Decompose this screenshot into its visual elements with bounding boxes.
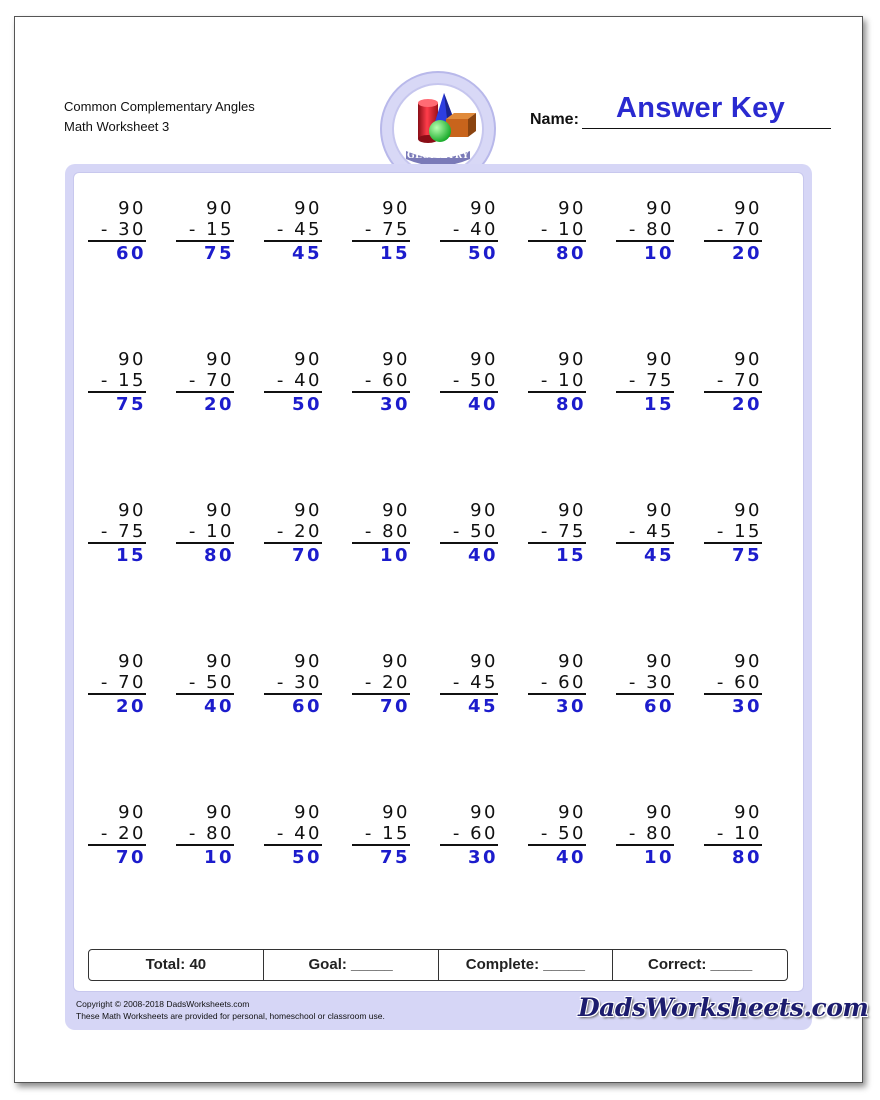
- answer: 70: [379, 696, 410, 717]
- subtrahend: - 45: [616, 521, 674, 544]
- answer: 45: [467, 696, 498, 717]
- subtraction-problem: [440, 651, 498, 719]
- answer: 40: [467, 394, 498, 415]
- subtrahend: - 10: [176, 521, 234, 544]
- subtrahend: - 15: [176, 219, 234, 242]
- subtraction-problem: [88, 198, 146, 266]
- subtraction-problem: [88, 349, 146, 417]
- answer: 80: [203, 545, 234, 566]
- subtraction-problem: [264, 349, 322, 417]
- minuend: 90: [734, 802, 762, 823]
- worksheet-title: [64, 97, 255, 137]
- answer: 30: [379, 394, 410, 415]
- answer: 15: [643, 394, 674, 415]
- subtrahend: - 60: [352, 370, 410, 393]
- subtrahend: - 70: [176, 370, 234, 393]
- subtraction-problem: [528, 198, 586, 266]
- subtraction-problem: [616, 198, 674, 266]
- minuend: 90: [646, 802, 674, 823]
- subtrahend: - 50: [440, 521, 498, 544]
- answer: 60: [643, 696, 674, 717]
- subtrahend: - 20: [264, 521, 322, 544]
- subtrahend: - 30: [264, 672, 322, 695]
- minuend: 90: [470, 500, 498, 521]
- subtrahend: - 50: [176, 672, 234, 695]
- minuend: 90: [118, 802, 146, 823]
- answer: 50: [467, 243, 498, 264]
- subtraction-problem: [616, 349, 674, 417]
- answer: 15: [555, 545, 586, 566]
- subtraction-problem: [440, 500, 498, 568]
- minuend: 90: [118, 651, 146, 672]
- score-goal: Goal: _____: [264, 950, 439, 980]
- subtraction-problem: [616, 802, 674, 870]
- answer: 50: [291, 394, 322, 415]
- subtrahend: - 80: [616, 823, 674, 846]
- minuend: 90: [734, 198, 762, 219]
- answer: 10: [643, 243, 674, 264]
- answer: 20: [731, 394, 762, 415]
- subtraction-problem: [528, 349, 586, 417]
- subtraction-problem: [352, 651, 410, 719]
- subtrahend: - 50: [528, 823, 586, 846]
- minuend: 90: [294, 198, 322, 219]
- minuend: 90: [382, 198, 410, 219]
- subtrahend: - 45: [440, 672, 498, 695]
- subtrahend: - 80: [616, 219, 674, 242]
- subtrahend: - 50: [440, 370, 498, 393]
- subtrahend: - 30: [616, 672, 674, 695]
- subtraction-problem: [176, 198, 234, 266]
- subtrahend: - 80: [352, 521, 410, 544]
- answer: 50: [291, 847, 322, 868]
- minuend: 90: [382, 651, 410, 672]
- subtrahend: - 75: [528, 521, 586, 544]
- subtraction-problem: [264, 651, 322, 719]
- subtraction-problem: [176, 802, 234, 870]
- minuend: 90: [646, 500, 674, 521]
- minuend: 90: [646, 651, 674, 672]
- answer: 75: [731, 545, 762, 566]
- minuend: 90: [558, 349, 586, 370]
- score-complete: Complete: _____: [439, 950, 614, 980]
- subtraction-problem: [704, 651, 762, 719]
- subtraction-problem: [704, 349, 762, 417]
- subtraction-problem: [528, 500, 586, 568]
- answer: 75: [203, 243, 234, 264]
- subtraction-problem: [176, 500, 234, 568]
- subtraction-problem: [352, 500, 410, 568]
- subtraction-problem: [264, 198, 322, 266]
- answer: 80: [731, 847, 762, 868]
- subtrahend: - 60: [528, 672, 586, 695]
- subtraction-problem: [88, 651, 146, 719]
- answer: 40: [203, 696, 234, 717]
- minuend: 90: [646, 349, 674, 370]
- subtrahend: - 70: [704, 370, 762, 393]
- minuend: 90: [382, 349, 410, 370]
- worksheet-frame: [65, 164, 812, 1030]
- minuend: 90: [558, 651, 586, 672]
- minuend: 90: [470, 651, 498, 672]
- score-bar: [88, 949, 788, 981]
- minuend: 90: [206, 500, 234, 521]
- answer: 70: [115, 847, 146, 868]
- worksheet-title-line2: Math Worksheet 3: [64, 119, 170, 134]
- minuend: 90: [382, 802, 410, 823]
- subtrahend: - 15: [88, 370, 146, 393]
- minuend: 90: [558, 500, 586, 521]
- subtrahend: - 60: [704, 672, 762, 695]
- answer: 80: [555, 394, 586, 415]
- subtraction-problem: [176, 349, 234, 417]
- answer: 30: [467, 847, 498, 868]
- subtrahend: - 40: [264, 823, 322, 846]
- subtraction-problem: [440, 198, 498, 266]
- subtrahend: - 40: [440, 219, 498, 242]
- subtrahend: - 10: [704, 823, 762, 846]
- minuend: 90: [206, 198, 234, 219]
- minuend: 90: [734, 500, 762, 521]
- minuend: 90: [118, 198, 146, 219]
- minuend: 90: [646, 198, 674, 219]
- usage-line: These Math Worksheets are provided for personal, homeschool or classroom use.: [76, 1011, 385, 1021]
- minuend: 90: [470, 802, 498, 823]
- minuend: 90: [734, 651, 762, 672]
- answer: 10: [379, 545, 410, 566]
- subtraction-problem: [616, 651, 674, 719]
- answer: 45: [291, 243, 322, 264]
- answer: 15: [379, 243, 410, 264]
- minuend: 90: [470, 349, 498, 370]
- answer: 20: [115, 696, 146, 717]
- answer: 10: [643, 847, 674, 868]
- subtrahend: - 45: [264, 219, 322, 242]
- subtraction-problem: [352, 349, 410, 417]
- subtraction-problem: [440, 349, 498, 417]
- score-total: Total: 40: [89, 950, 264, 980]
- minuend: 90: [206, 802, 234, 823]
- subtraction-problem: [528, 651, 586, 719]
- answer: 40: [555, 847, 586, 868]
- copyright-line: Copyright © 2008-2018 DadsWorksheets.com: [76, 999, 250, 1009]
- minuend: 90: [558, 198, 586, 219]
- subtrahend: - 15: [352, 823, 410, 846]
- subtraction-problem: [528, 802, 586, 870]
- answer-key-heading: Answer Key: [616, 92, 786, 124]
- subtrahend: - 10: [528, 370, 586, 393]
- answer: 45: [643, 545, 674, 566]
- brand-logo: DadsWorksheets.com: [578, 993, 869, 1022]
- answer: 40: [467, 545, 498, 566]
- worksheet-title-line1: Common Complementary Angles: [64, 99, 255, 114]
- score-correct: Correct: _____: [648, 956, 753, 973]
- copyright-notice: [76, 998, 385, 1022]
- subtrahend: - 75: [616, 370, 674, 393]
- answer: 60: [115, 243, 146, 264]
- minuend: 90: [294, 349, 322, 370]
- minuend: 90: [206, 651, 234, 672]
- answer: 15: [115, 545, 146, 566]
- subtraction-problem: [88, 802, 146, 870]
- subtraction-problem: [176, 651, 234, 719]
- subtrahend: - 70: [88, 672, 146, 695]
- logo-label: GEOMETRY: [407, 151, 469, 161]
- answer: 20: [203, 394, 234, 415]
- subtrahend: - 30: [88, 219, 146, 242]
- name-label: Name:: [530, 111, 579, 128]
- minuend: 90: [118, 349, 146, 370]
- subtraction-problem: [440, 802, 498, 870]
- subtraction-problem: [88, 500, 146, 568]
- subtraction-problem: [704, 198, 762, 266]
- subtrahend: - 15: [704, 521, 762, 544]
- name-underline: [582, 128, 831, 129]
- subtraction-problem: [264, 500, 322, 568]
- subtrahend: - 40: [264, 370, 322, 393]
- answer: 75: [115, 394, 146, 415]
- answer: 30: [731, 696, 762, 717]
- subtrahend: - 80: [176, 823, 234, 846]
- subtraction-problem: [616, 500, 674, 568]
- answer: 75: [379, 847, 410, 868]
- subtraction-problem: [704, 802, 762, 870]
- answer: 60: [291, 696, 322, 717]
- subtrahend: - 75: [88, 521, 146, 544]
- answer: 10: [203, 847, 234, 868]
- subtrahend: - 10: [528, 219, 586, 242]
- subtrahend: - 75: [352, 219, 410, 242]
- name-field: [530, 92, 832, 130]
- subtraction-problem: [352, 198, 410, 266]
- minuend: 90: [294, 500, 322, 521]
- minuend: 90: [470, 198, 498, 219]
- minuend: 90: [734, 349, 762, 370]
- answer: 80: [555, 243, 586, 264]
- minuend: 90: [382, 500, 410, 521]
- minuend: 90: [294, 651, 322, 672]
- answer: 20: [731, 243, 762, 264]
- subtraction-problem: [264, 802, 322, 870]
- answer: 70: [291, 545, 322, 566]
- answer: 30: [555, 696, 586, 717]
- subtrahend: - 70: [704, 219, 762, 242]
- subtrahend: - 60: [440, 823, 498, 846]
- subtraction-problem: [352, 802, 410, 870]
- minuend: 90: [118, 500, 146, 521]
- subtrahend: - 20: [88, 823, 146, 846]
- minuend: 90: [294, 802, 322, 823]
- minuend: 90: [206, 349, 234, 370]
- subtraction-problem: [704, 500, 762, 568]
- subtrahend: - 20: [352, 672, 410, 695]
- minuend: 90: [558, 802, 586, 823]
